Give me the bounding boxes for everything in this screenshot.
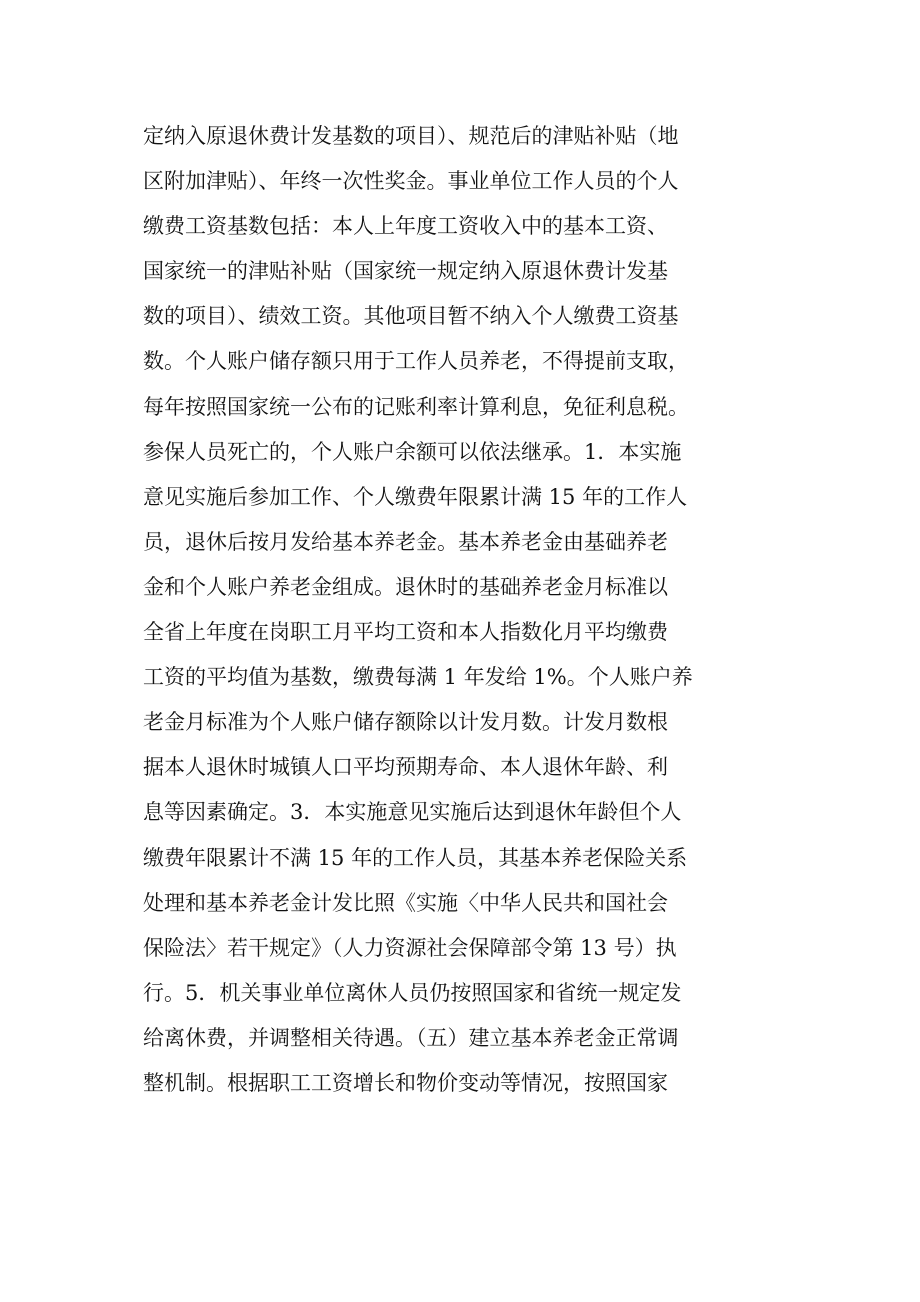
text-line: 意见实施后参加工作、个人缴费年限累计满 15 年的工作人	[143, 484, 688, 509]
text-line: 行。5．机关事业单位离休人员仍按照国家和省统一规定发	[143, 980, 682, 1005]
text-line: 参保人员死亡的，个人账户余额可以依法继承。1．本实施	[143, 439, 682, 464]
body-text	[143, 114, 783, 1106]
text-line: 区附加津贴）、年终一次性奖金。事业单位工作人员的个人	[143, 169, 679, 194]
text-line: 定纳入原退休费计发基数的项目）、规范后的津贴补贴（地	[143, 124, 679, 148]
text-line: 全省上年度在岗职工月平均工资和本人指数化月平均缴费	[143, 620, 668, 645]
text-line: 缴费年限累计不满 15 年的工作人员，其基本养老保险关系	[143, 845, 688, 870]
text-line: 老金月标准为个人账户储存额除以计发月数。计发月数根	[143, 710, 668, 735]
text-line: 处理和基本养老金计发比照《实施〈中华人民共和国社会	[143, 890, 668, 915]
text-line: 国家统一的津贴补贴（国家统一规定纳入原退休费计发基	[143, 259, 668, 284]
text-line: 息等因素确定。3．本实施意见实施后达到退休年龄但个人	[143, 800, 682, 825]
text-line: 工资的平均值为基数，缴费每满 1 年发给 1%。个人账户养	[143, 665, 693, 690]
text-line: 保险法〉若干规定》（人力资源社会保障部令第 13 号）执	[143, 935, 677, 960]
text-line: 整机制。根据职工工资增长和物价变动等情况，按照国家	[143, 1070, 668, 1095]
text-line: 缴费工资基数包括：本人上年度工资收入中的基本工资、	[143, 214, 668, 239]
text-line: 给离休费，并调整相关待遇。（五）建立基本养老金正常调	[143, 1025, 679, 1050]
text-line: 金和个人账户养老金组成。退休时的基础养老金月标准以	[143, 574, 668, 599]
text-line: 数的项目）、绩效工资。其他项目暂不纳入个人缴费工资基	[143, 304, 679, 329]
text-line: 员，退休后按月发给基本养老金。基本养老金由基础养老	[143, 529, 668, 554]
text-line: 数。个人账户储存额只用于工作人员养老，不得提前支取，	[143, 349, 689, 374]
text-line: 据本人退休时城镇人口平均预期寿命、本人退休年龄、利	[143, 755, 668, 780]
text-line: 每年按照国家统一公布的记账利率计算利息，免征利息税。	[143, 394, 689, 419]
